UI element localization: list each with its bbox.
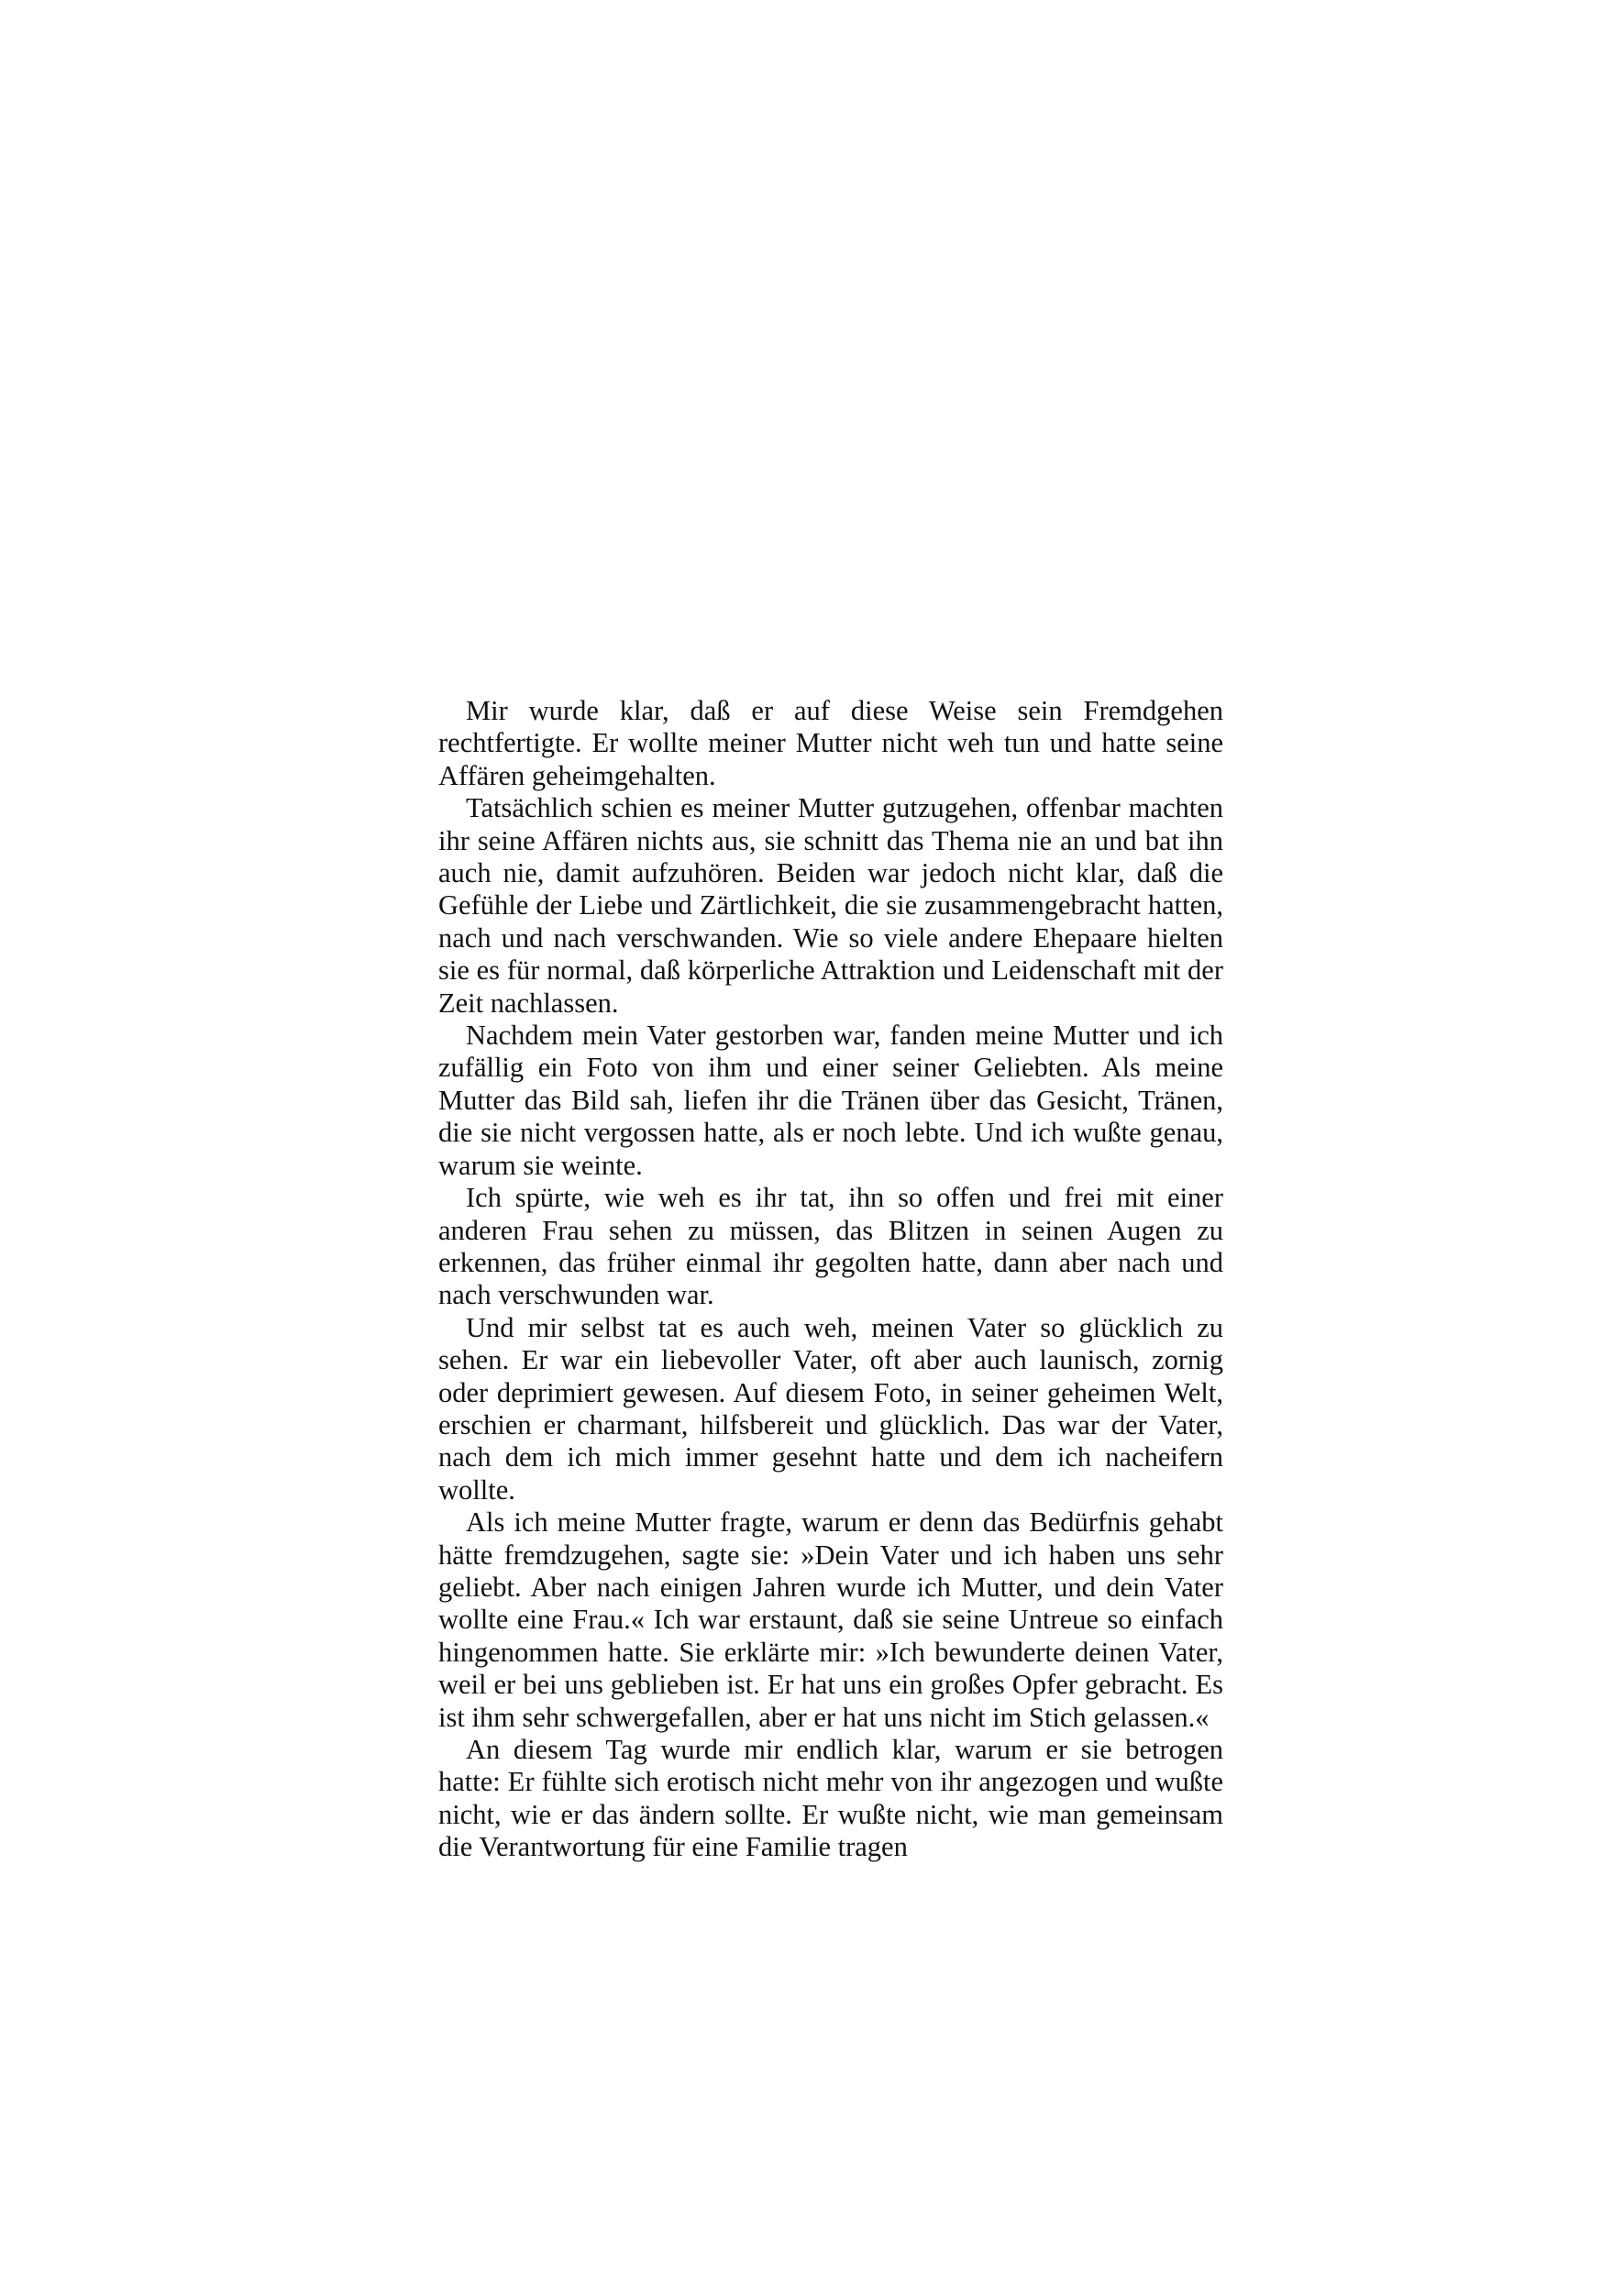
paragraph: Tatsächlich schien es meiner Mutter gutzugehen, offenbar machten ihr seine Affären nichts aus, sie schnitt das Thema nie an und bat ihn auch nie, damit aufzuhören. Beiden war jedoch nicht klar, daß die Gefühle der Liebe und Zärtlichkeit, die sie zusammengebracht hatten, nach und nach verschwanden. Wie so viele andere Ehepaare hielten sie es für normal, daß körperliche Attraktion und Leidenschaft mit der Zeit nachlassen. <box>438 792 1223 1019</box>
paragraph: Ich spürte, wie weh es ihr tat, ihn so offen und frei mit einer anderen Frau sehen zu müssen, das Blitzen in seinen Augen zu erkennen, das früher einmal ihr gegolten hatte, dann aber nach und nach verschwunden war. <box>438 1182 1223 1311</box>
paragraph: Nachdem mein Vater gestorben war, fanden meine Mutter und ich zufällig ein Foto von ihm und einer seiner Geliebten. Als meine Mutter das Bild sah, liefen ihr die Tränen über das Gesicht, Tränen, die sie nicht vergossen hatte, als er noch lebte. Und ich wußte genau, warum sie weinte. <box>438 1020 1223 1181</box>
body-text <box>438 695 1223 1864</box>
paragraph: Und mir selbst tat es auch weh, meinen Vater so glücklich zu sehen. Er war ein liebevoller Vater, oft aber auch launisch, zornig oder deprimiert gewesen. Auf diesem Foto, in seiner geheimen Welt, erschien er charmant, hilfsbereit und glücklich. Das war der Vater, nach dem ich mich immer gesehnt hatte und dem ich nacheifern wollte. <box>438 1311 1223 1506</box>
paragraph-last: An diesem Tag wurde mir endlich klar, warum er sie betrogen hatte: Er fühlte sich erotisch nicht mehr von ihr angezogen und wußte nicht, wie er das ändern sollte. Er wußte nicht, wie man gemeinsam die Verantwortung für eine Familie tragen <box>438 1734 1223 1863</box>
paragraph: Als ich meine Mutter fragte, warum er denn das Bedürfnis gehabt hätte fremdzugehen, sagte sie: »Dein Vater und ich haben uns sehr geliebt. Aber nach einigen Jahren wurde ich Mutter, und dein Vater wollte eine Frau.« Ich war erstaunt, daß sie seine Untreue so einfach hingenommen hatte. Sie erklärte mir: »Ich bewunderte deinen Vater, weil er bei uns geblieben ist. Er hat uns ein großes Opfer gebracht. Es ist ihm sehr schwergefallen, aber er hat uns nicht im Stich gelassen.« <box>438 1506 1223 1733</box>
paragraph: Mir wurde klar, daß er auf diese Weise sein Fremdgehen rechtfertigte. Er wollte meiner Mutter nicht weh tun und hatte seine Affären geheimgehalten. <box>438 695 1223 791</box>
